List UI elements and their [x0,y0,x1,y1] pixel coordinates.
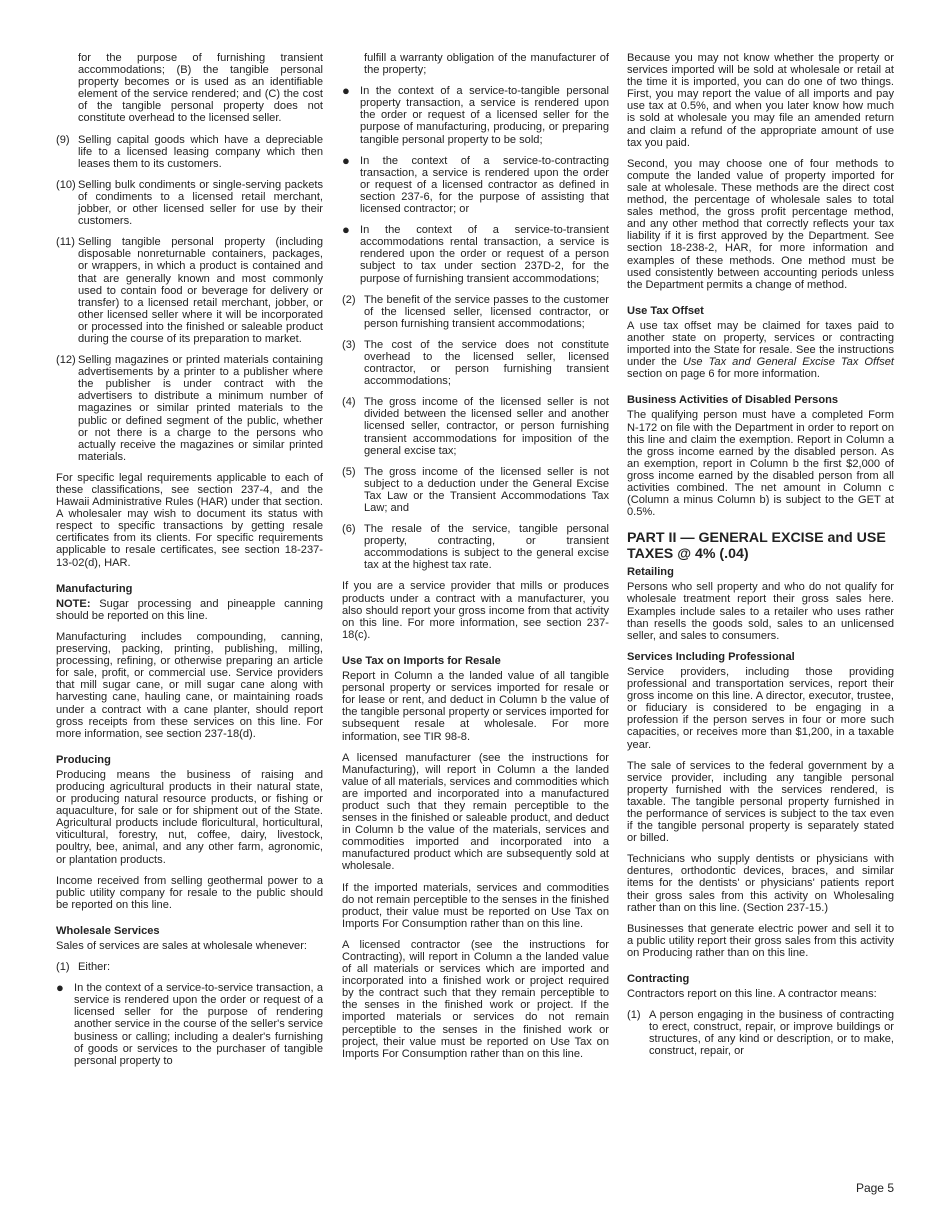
contracting-heading: Contracting [627,973,690,985]
list-text: Selling tangible personal property (including disposable nonreturnable containers, packages, or wrappers, in which a product is contained and that are generally known and most commonly used to contain food or beverage for delivery or transfer) to a licensed retail merchant, jobber, or other licensed seller where it will be incorporated or processed into the finished or saleable product during the course of its preparation to market. [78,236,323,345]
bullet-text: In the context of a service-to-tangible personal property transaction, a service is rendered upon the order or request of a licensed seller for the purpose of manufacturing, producing, or preparing tangible personal property to be sold; [360,85,609,146]
retailing-paragraph: Persons who sell property and who do not qualify for wholesale treatment report their gross sales here. Examples include sales to a retailer who uses rather than resells the goods sold, sales to an unlicensed seller, and sales to consumers. [627,581,894,642]
list-text: The benefit of the service passes to the customer of the licensed seller, licensed contractor, or person furnishing transient accommodations; [364,293,609,330]
list-number: (1) [627,1009,641,1022]
list-item [342,396,609,456]
bullet-item [56,982,323,1067]
list-item [342,339,609,387]
bullet-icon: ● [342,152,350,168]
manufacturing-heading: Manufacturing [56,582,133,595]
list-number: (5) [342,465,356,478]
services-paragraph: Technicians who supply dentists or physicians with dentures, orthodontic devices, braces, and similar items for the dentists' or physicians' patients report their gross sales from this activity on Wholesaling rather than on this line. (Section 237-15.) [627,853,894,914]
list-item [56,179,323,227]
offset-section-reference: Use Tax and General Excise Tax Offset [682,356,894,369]
services-paragraph: The sale of services to the federal government by a service provider, including any tangible personal property furnished with the services rendered, is taxable. The tangible personal property furnished in the performance of services is subject to the tax even if the tangible personal property is separately stated or billed. [627,759,894,845]
list-number: (9) [56,133,70,146]
bullet-item [342,85,609,145]
disabled-persons-paragraph: The qualifying person must have a completed Form N-172 on file with the Department in order to report on this line and claim the exemption. Report in Column a the gross income earned by the disabled person. As an exemption, report in Column b the first $2,000 of gross income earned by the disabled person from all activities combined. The net amount in Column c (Column a minus Column b) is subject to the GET at 0.5%. [627,409,894,519]
list-number: (11) [56,236,75,249]
services-heading: Services Including Professional [627,650,795,663]
part-2-heading: PART II — GENERAL EXCISE and USE TAXES @ 4% (.04) [627,530,886,563]
note-label: NOTE: [56,597,91,610]
producing-paragraph: Producing means the business of raising and producing agricultural products in their natural state, or producing natural resource products, or fishing or aquaculture, for sale or for shipment out of the State. Agricultural products include floricultural, horticultural, viticultural, forestry, nut, coffee, dairy, livestock, poultry, bee, animal, and any other farm, agronomic, or plantation products. [56,768,323,866]
continued-paragraph: for the purpose of furnishing transient accommodations; (B) the tangible personal property becomes or is used as an identifiable element of the service rendered; and (C) the cost of the tangible personal property does not constitute overhead to the licensed seller. [78,52,323,125]
list-number: (2) [342,293,356,306]
note-paragraph [56,598,323,622]
legal-requirements-paragraph: For specific legal requirements applicable to each of these classifications, see section 237-4, and the Hawaii Administrative Rules (HAR) under that section. A wholesaler may wish to document its status with respect to specific transactions by getting resale certificates from its clients. For specific requirements applicable to resale certificates, see section 18-237-13-02(d), HAR. [56,471,323,569]
bullet-icon: ● [56,980,64,996]
contracting-paragraph: Contractors report on this line. A contractor means: [627,988,877,1001]
manufacturing-paragraph: Manufacturing includes compounding, canning, preserving, packing, printing, publishing, milling, processing, refining, or otherwise preparing an article for sale, profit, or commercial use. Service providers that mill sugar cane, or mill sugar cane along with harvesting cane, hauling cane, or maintaining roads under a contract with a cane planter, should report gross receipts from these services on this line. For more information, see section 237-18(d). [56,630,323,740]
wholesale-paragraph: Sales of services are sales at wholesale whenever: [56,940,307,952]
offset-text: A use tax offset may be claimed for taxes paid to another state on property, services or contracting imported into the State for resale. See the instructions under the [627,319,894,369]
list-number: (1) [56,961,70,974]
list-text: The cost of the service does not constitute overhead to the licensed seller, licensed contractor, or person furnishing transient accommodations; [364,338,609,388]
note-text: Sugar processing and pineapple canning should be reported on this line. [56,597,323,622]
use-tax-imports-heading: Use Tax on Imports for Resale [342,654,501,667]
bullet-text: In the context of a service-to-contracting transaction, a service is rendered upon the order or request of a licensed contractor as defined in section 237-6, for the purpose of assisting that licensed contractor; or [360,154,609,216]
offset-text: section on page 6 for more information. [627,368,821,381]
service-provider-paragraph: If you are a service provider that mills or produces products under a contract with a manufacturer, you also should report your gross income from that activity on this line. For more information, see section 237-18(c). [342,580,609,641]
wholesale-services-heading: Wholesale Services [56,924,160,937]
column-3 [627,52,894,1067]
services-paragraph: Businesses that generate electric power and sell it to a public utility report their gross sales from this activity on Producing rather than on this line. [627,922,894,959]
list-item [56,134,323,170]
bullet-icon: ● [342,222,350,238]
list-item [342,294,609,330]
list-text: The gross income of the licensed seller is not subject to a deduction under the General Excise Tax Law or the Transient Accommodations Tax Law; and [364,465,609,514]
list-text: A person engaging in the business of contracting to erect, construct, repair, or improve buildings or structures, of any kind or description, or to make, construct, repair, or [649,1009,894,1058]
use-tax-paragraph: Report in Column a the landed value of all tangible personal property or services imported for resale or for lease or rent, and deduct in Column b the value of the tangible personal property or services imported for subsequent resale at wholesale. For more information, see TIR 98-8. [342,670,609,743]
column-1 [56,52,323,1076]
bullet-item [342,224,609,284]
list-text: Selling magazines or printed materials containing advertisements by a printer to a publisher where the publisher is under contract with the advertisers to distribute a minimum number of magazines or similar printed materials to the public or defined segment of the public, whether or not there is a charge to the persons who actually receive the magazines or similar printed materials. [78,354,323,463]
disabled-persons-heading: Business Activities of Disabled Persons [627,394,839,407]
list-item [342,466,609,514]
geothermal-paragraph: Income received from selling geothermal power to a public utility company for resale to the public should be reported on this line. [56,874,323,911]
bullet-item [342,152,609,216]
producing-heading: Producing [56,753,111,766]
bullet-icon: ● [342,83,350,99]
use-tax-paragraph: If the imported materials, services and commodities do not remain perceptible to the senses in the finished product, their value must be reported on Use Tax on Imports For Consumption rather than on this line. [342,881,609,930]
list-text: Either: [78,961,111,974]
bullet-text: In the context of a service-to-transient accommodations rental transaction, a service is rendered upon the order or request of a person subject to tax under section 237D-2, for the purpose of furnishing transient accommodations; [360,224,609,285]
list-number: (6) [342,523,356,536]
list-item [56,236,323,345]
column-2 [342,52,609,1069]
landed-value-methods-paragraph: Second, you may choose one of four methods to compute the landed value of property imported for sale at wholesale. These methods are the direct cost method, the percentage of wholesale sales to total sales method, the gross profit percentage method, and any other method that correctly reflects your tax liability if it is first approved by the Department. See section 18-238-2, HAR, for more information and examples of these methods. One method must be used consistently between accounting periods unless the Department permits a change of method. [627,157,894,291]
list-item [342,523,609,571]
list-text: Selling bulk condiments or single-serving packets of condiments to a licensed retail merchant, jobber, or other licensed seller for use by their customers. [78,178,323,228]
list-item [627,1009,894,1057]
list-number: (3) [342,338,356,351]
list-item [56,961,323,973]
services-paragraph: Service providers, including those providing professional and transportation services, report their gross income on this line. A director, executor, trustee, or fiduciary is considered to be engaging in a profession if the person serves in four or more such capacities, or receives more than $1,200, in a taxable year. [627,665,894,751]
page-number: Page 5 [855,1181,894,1195]
list-text: The resale of the service, tangible personal property, contracting, or transient accommodations is subject to the general excise tax at the highest tax rate. [364,523,609,572]
import-options-paragraph: Because you may not know whether the property or services imported will be sold at wholesale or retail at the time it is imported, you can do one of two things. First, you may report the value of all imports and pay use tax at 0.5%, and when you later know how much is sold at wholesale you may file an amended return and claim a refund of the appropriate amount of use tax you paid. [627,52,894,149]
use-tax-paragraph: A licensed manufacturer (see the instructions for Manufacturing), will report in Column a the landed value of all materials, services and commodities which are imported and incorporated into a manufactured product such that they remain perceptible to the senses in the finished or saleable product, and deduct in Column b the value of the materials, services and commodities imported and incorporated into a manufactured product which are subsequently sold at wholesale. [342,751,609,873]
bullet-text: In the context of a service-to-service transaction, a service is rendered upon the order or request of a licensed seller for the purpose of rendering another service in the course of the seller's service business or calling; including a dealer's furnishing of goods or services to the purchaser of tangible personal property to [74,982,323,1067]
list-number: (10) [56,178,76,191]
list-number: (4) [342,396,356,409]
list-text: The gross income of the licensed seller is not divided between the licensed seller and another licensed seller, contractor, or person furnishing transient accommodations for imposition of the general excise tax; [364,396,609,457]
list-text: Selling capital goods which have a depreciable life to a licensed leasing company which then leases them to its customers. [78,133,323,170]
use-tax-offset-paragraph [627,320,894,380]
use-tax-paragraph: A licensed contractor (see the instructions for Contracting), will report in Column a the landed value of all materials or services which are imported and incorporated into a finished work or project required by the contract such that they remain perceptible to the senses in the finished work or project. If the imported materials or services do not remain perceptible to the senses in the finished work or project, their value must be reported on Use Tax on Imports For Consumption rather than on this line. [342,938,609,1060]
list-item [56,354,323,463]
list-number: (12) [56,354,76,367]
use-tax-offset-heading: Use Tax Offset [627,304,704,317]
retailing-heading: Retailing [627,566,674,579]
continued-paragraph: fulfill a warranty obligation of the manufacturer of the property; [364,52,609,77]
